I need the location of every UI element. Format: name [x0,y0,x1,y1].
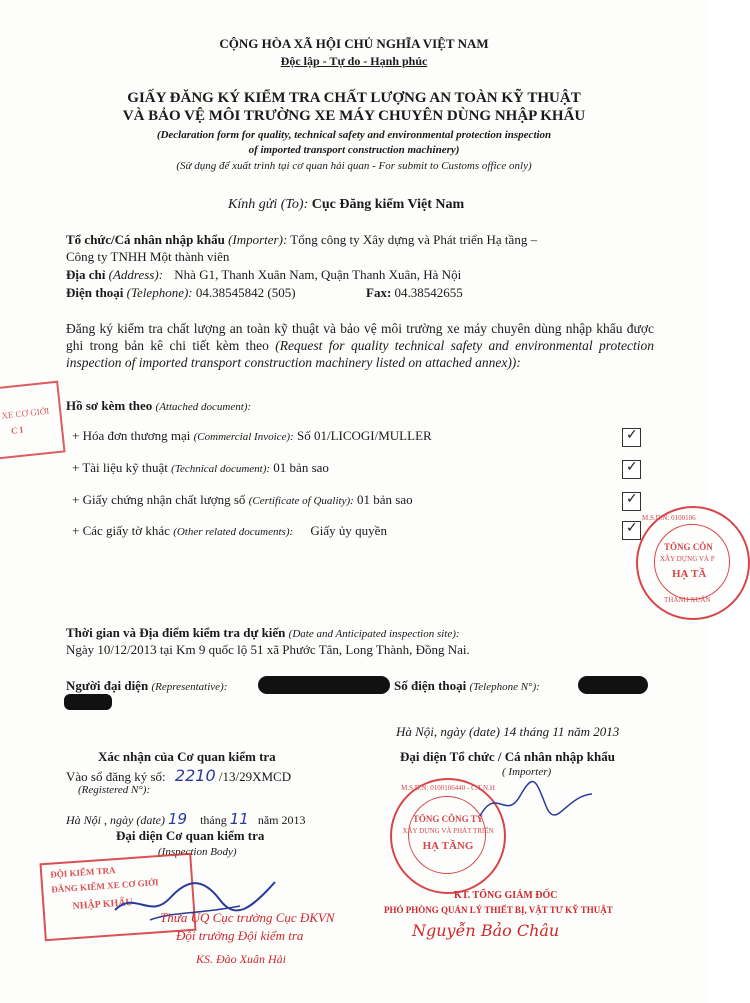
importer-sign-date: Hà Nội, ngày (date) 14 tháng 11 năm 2013 [396,724,620,739]
request-paragraph [66,320,654,371]
edge-rect-stamp [0,381,66,460]
attachment-item [72,492,413,508]
form-title-en-1: (Declaration form for quality, technical safety and environmental protection inspection [156,129,552,141]
importer-value-1: Tổng công ty Xây dựng và Phát triển Hạ tầng – [290,232,538,247]
check-icon: ✓ [626,491,638,507]
importer-position1: KT. TỔNG GIÁM ĐỐC [454,890,558,901]
rect-stamp-line3: NHẬP KHẨU [72,897,134,913]
body-date-day: 19 [167,810,188,828]
fax-line [366,285,463,301]
representative-phone-label: Số điện thoại [394,678,467,693]
importer-signature-icon [476,776,596,826]
attachment-label: + Giấy chứng nhận chất lượng số [72,492,246,507]
representative-label: Người đại diện [66,678,149,693]
company-stamp-line1: TỔNG CÔNG TY [412,814,484,824]
company-stamp-inner-ring [408,796,486,874]
attachment-checkbox[interactable] [622,521,641,540]
form-usage-note: (Sử dụng để xuất trình tại cơ quan hải quan - For submit to Customs office only) [176,160,532,172]
body-sign-title: Xác nhận của Cơ quan kiểm tra [98,749,276,764]
rect-stamp-line1: ĐỘI KIỂM TRA [49,865,116,880]
recipient-line [228,197,464,213]
attachment-label: + Tài liệu kỹ thuật [72,460,168,475]
representative-label-en: (Representative): [151,681,228,693]
edge-stamp-line1: TỔNG CÔN [664,542,713,552]
attachment-item [72,523,387,539]
importer-label: Tổ chức/Cá nhân nhập khẩu [66,232,225,247]
address-label: Địa chỉ [66,267,106,282]
attachments-heading [66,398,251,414]
stamp-name: KS. Đào Xuân Hải [196,952,286,966]
form-title-line1: GIẤY ĐĂNG KÝ KIỂM TRA CHẤT LƯỢNG AN TOÀN KỸ THUẬT [127,90,581,106]
body-date-month: 11 [229,810,249,828]
attachment-label-en: (Other related documents): [173,526,294,538]
fax-label: Fax: [366,285,392,300]
inspection-line [66,625,460,641]
edge-stamp-line4: THANH XUÂN [664,596,711,604]
attachment-value: 01 bản sao [357,492,413,507]
inspection-label-en: (Date and Anticipated inspection site): [288,628,460,640]
representative-phone-line [394,678,540,694]
representative-line [66,678,227,694]
importer-value-2: Công ty TNHH Một thành viên [66,249,230,264]
registration-label: Vào sổ đăng ký số: [66,769,166,784]
importer-label-en: (Importer): [228,232,288,247]
attachments-heading-label: Hồ sơ kèm theo [66,398,153,413]
address-line [66,267,461,283]
stamp-title-line1: Thừa UQ Cục trưởng Cục ĐKVN [160,910,335,925]
company-stamp-ring-text: M.S.D.N: 0100106440 - C.T.N.H [401,784,495,792]
check-icon: ✓ [626,520,638,536]
phone-value: 04.38545842 (505) [195,285,296,300]
request-vi: Đăng ký kiểm tra chất lượng an toàn kỹ thuật và bảo vệ môi trường xe máy chuyên dùng nhập khẩu được ghi trong bản kê chi tiết kèm theo [66,321,654,353]
edge-stamp-line2: XÂY DỰNG VÀ P [660,555,715,563]
registration-suffix: /13/29XMCD [218,769,292,784]
attachment-value: Giấy ủy quyền [310,523,387,538]
edge-rect-stamp-line2: C I [10,424,24,436]
republic-header: CỘNG HÒA XÃ HỘI CHỦ NGHĨA VIỆT NAM [219,36,489,51]
attachment-checkbox[interactable] [622,492,641,511]
stamp-title-line2: Đội trưởng Đội kiểm tra [176,928,304,943]
company-stamp-line3: HẠ TẦNG [422,840,474,852]
importer-line [66,232,537,248]
rect-stamp-line2: ĐĂNG KIỂM XE CƠ GIỚI [50,877,159,895]
importer-name: Nguyễn Bảo Châu [412,921,560,940]
form-title-en-2: of imported transport construction machinery) [248,144,460,156]
recipient-label: Kính gửi (To): [228,197,309,212]
registration-line [66,766,291,785]
attachment-label-en: (Certificate of Quality): [248,495,354,507]
attachment-label-en: (Technical document): [171,463,271,475]
attachment-value: Số 01/LICOGI/MULLER [296,428,432,443]
address-value: Nhà G1, Thanh Xuân Nam, Quận Thanh Xuân, Hà Nội [174,267,462,282]
company-stamp-line2: XÂY DỰNG VÀ PHÁT TRIỂN [402,827,494,835]
recipient-value: Cục Đăng kiểm Việt Nam [311,197,465,212]
edge-rect-stamp-line1: XE CƠ GIỚI [0,405,50,421]
inspection-value: Ngày 10/12/2013 tại Km 9 quốc lộ 51 xã Phước Tân, Long Thành, Đồng Nai. [66,642,470,657]
edge-stamp-ring-text: M.S.D.N: 0100106 [642,514,696,522]
representative-phone-label-en: (Telephone N°): [469,681,540,693]
fax-value: 04.38542655 [394,285,463,300]
body-date-month-label: tháng [200,813,227,827]
address-label-en: (Address): [108,267,164,282]
importer-position2: PHÓ PHÒNG QUẢN LÝ THIẾT BỊ, VẬT TƯ KỸ THUẬT [384,905,613,915]
attachment-checkbox[interactable] [622,428,641,447]
body-rep-title-en: (Inspection Body) [158,846,237,858]
attachment-item [72,460,329,476]
redacted-name [258,676,390,694]
attachment-label: + Các giấy tờ khác [72,523,170,538]
request-en: (Request for quality technical safety and environmental protection inspection of imported transport construction machinery listed on attached annex)): [66,338,654,370]
body-rep-title: Đại diện Cơ quan kiểm tra [116,828,265,843]
body-date-prefix: Hà Nội , ngày (date) [66,813,165,827]
attachment-label-en: (Commercial Invoice): [193,431,294,443]
inspection-label: Thời gian và Địa điểm kiểm tra dự kiến [66,625,286,640]
attachments-heading-en: (Attached document): [155,401,252,413]
attachment-checkbox[interactable] [622,460,641,479]
redacted-phone [578,676,648,694]
registration-handwritten: 2210 [174,766,216,785]
national-motto: Độc lập - Tự do - Hạnh phúc [280,54,428,68]
check-icon: ✓ [626,459,638,475]
attachment-value: 01 bản sao [273,460,329,475]
form-title-line2: VÀ BẢO VỆ MÔI TRƯỜNG XE MÁY CHUYÊN DÙNG NHẬP KHẨU [122,108,586,124]
attachment-label: + Hóa đơn thương mại [72,428,191,443]
attachment-item [72,428,432,444]
edge-round-stamp [636,506,750,620]
phone-label: Điện thoại [66,285,124,300]
body-sign-date [66,810,306,828]
redacted-phone-continued [64,694,112,710]
importer-sign-title: Đại diện Tổ chức / Cá nhân nhập khẩu [400,749,615,764]
check-icon: ✓ [626,427,638,443]
phone-line [66,285,296,301]
registration-en: (Registered N°): [78,784,151,796]
importer-sign-title-en: ( Importer) [502,766,552,778]
body-date-year: năm 2013 [257,813,306,827]
edge-stamp-line3: HẠ TẦ [672,568,707,580]
phone-label-en: (Telephone): [126,285,193,300]
